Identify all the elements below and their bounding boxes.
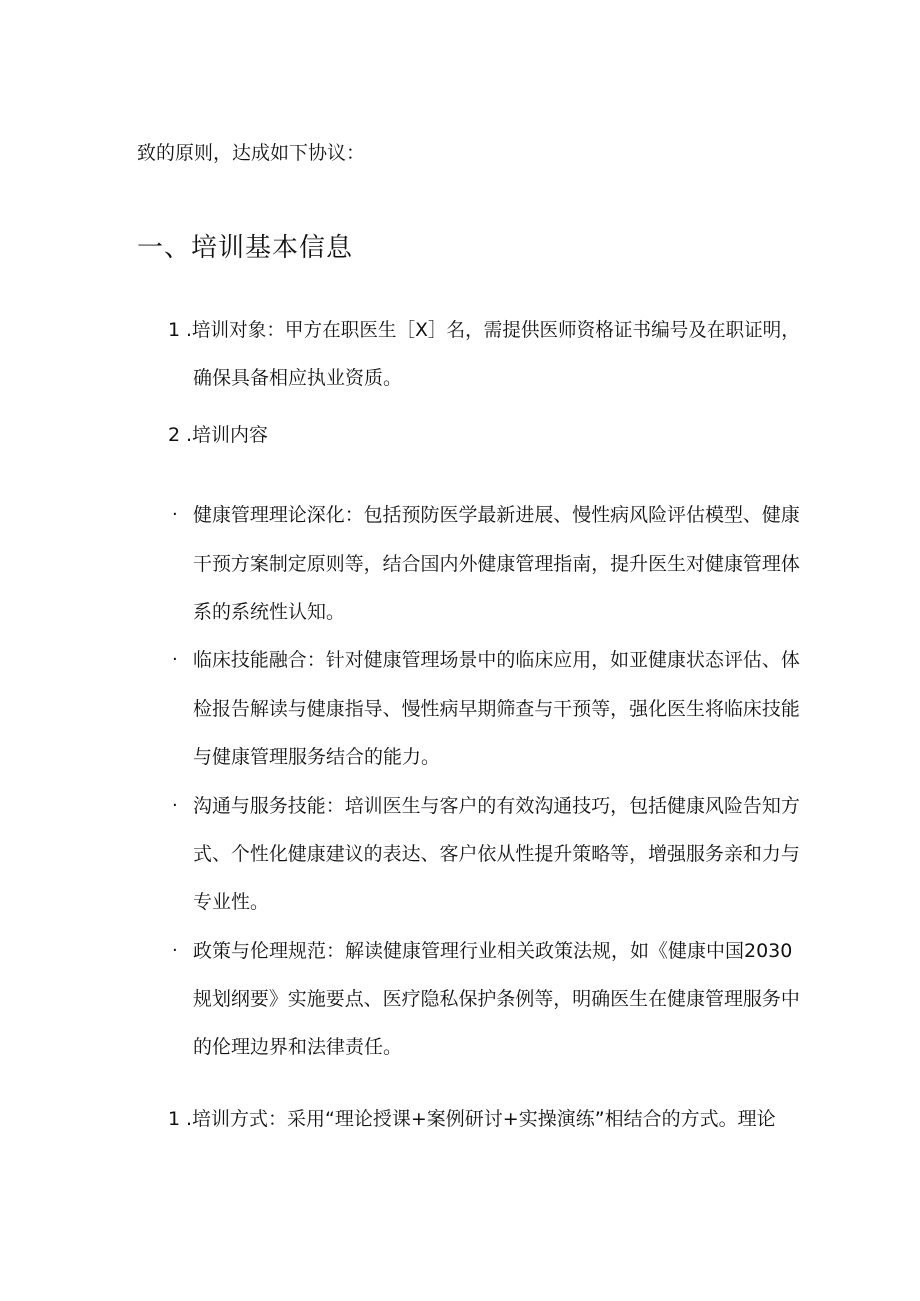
intro-text: 致的原则，达成如下协议： [137,142,366,164]
bullet-3-line-3: 专业性。 [193,891,270,913]
bullet-4-line-3: 的伦理边界和法律责任。 [193,1036,403,1058]
bullet-4-line-2: 规划纲要》实施要点、医疗隐私保护条例等，明确医生在健康管理服务中 [193,988,800,1010]
bullet-marker: · [172,504,178,525]
section-heading: 一、培训基本信息 [137,233,354,263]
bullet-marker: · [172,940,178,961]
item-1-line-2: 确保具备相应执业资质。 [193,367,403,389]
item-number-1: 1 [168,319,181,341]
bullet-marker: · [172,795,178,816]
item-2-line-1: .培训内容 [186,424,269,446]
item-number-2: 2 [168,424,181,446]
bullet-2-line-1: 临床技能融合：针对健康管理场景中的临床应用，如亚健康状态评估、体 [193,649,800,671]
bullet-marker: · [172,649,178,670]
item-1-line-1: .培训对象：甲方在职医生［X］名，需提供医师资格证书编号及在职证明， [186,319,800,341]
bullet-3-line-1: 沟通与服务技能：培训医生与客户的有效沟通技巧，包括健康风险告知方 [193,795,800,817]
bullet-1-line-1: 健康管理理论深化：包括预防医学最新进展、慢性病风险评估模型、健康 [193,504,800,526]
bullet-2-line-2: 检报告解读与健康指导、慢性病早期筛查与干预等，强化医生将临床技能 [193,698,800,720]
bullet-1-line-2: 干预方案制定原则等，结合国内外健康管理指南，提升医生对健康管理体 [193,553,800,575]
item-3-line-1: .培训方式：采用“理论授课+案例研讨+实操演练”相结合的方式。理论 [186,1108,776,1130]
bullet-4-line-1: 政策与伦理规范：解读健康管理行业相关政策法规，如《健康中国2030 [193,940,793,962]
bullet-2-line-3: 与健康管理服务结合的能力。 [193,746,441,768]
bullet-1-line-3: 系的系统性认知。 [193,601,346,623]
item-number-3: 1 [168,1108,181,1130]
bullet-3-line-2: 式、个性化健康建议的表达、客户依从性提升策略等，增强服务亲和力与 [193,843,800,865]
